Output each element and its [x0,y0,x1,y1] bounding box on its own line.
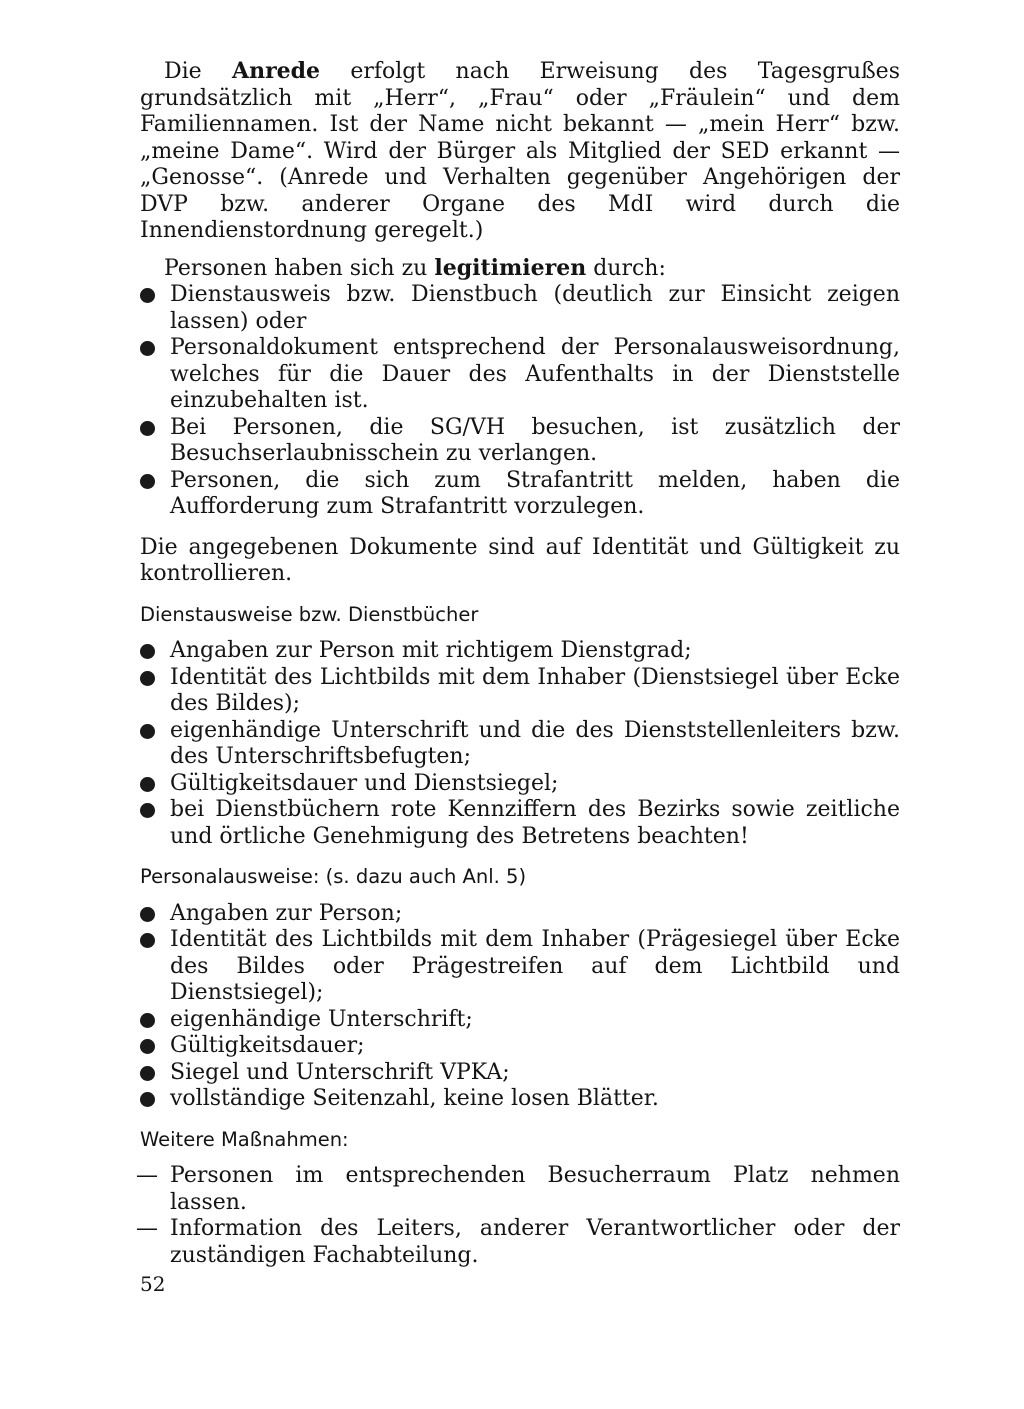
paragraph-anrede [140,58,900,245]
bold-term-legitimieren: legitimieren [434,254,587,281]
list-item: Angaben zur Person; [140,901,900,928]
text-run: durch: [586,255,666,281]
list-item: Personen, die sich zum Strafantritt melden, haben die Aufforderung zum Strafantritt vorzulegen. [140,468,900,521]
list-item: Identität des Lichtbilds mit dem Inhaber (Dienstsiegel über Ecke des Bildes); [140,665,900,718]
heading-personalausweise: Personalausweise: (s. dazu auch Anl. 5) [140,865,527,888]
heading-weitere-massnahmen: Weitere Maßnahmen: [140,1127,349,1151]
legitimation-list [140,282,900,521]
personalausweise-list [140,901,900,1113]
text-run: erfolgt nach Erweisung des Tagesgrußes grundsätzlich mit „Herr“, „Frau“ oder „Fräulein“ und dem Familiennamen. Ist der Name nicht bekannt — „mein Herr“ bzw. „meine Dame“. Wird der Bürger als Mitglied der SED erkannt — „Genosse“. (Anrede und Verhalten gegenüber Angehörigen der DVP bzw. anderer Organe des MdI wird durch die Innendienstordnung geregelt.) [140,59,900,243]
heading-dienstausweise: Dienstausweise bzw. Dienstbücher [140,602,479,626]
dienstausweise-list [140,638,900,850]
list-item: bei Dienstbüchern rote Kennziffern des Bezirks sowie zeitliche und örtliche Genehmigung des Betretens beachten! [140,797,900,850]
list-item: Gültigkeitsdauer und Dienstsiegel; [140,771,900,798]
bold-term-anrede: Anrede [232,58,321,84]
list-item: Dienstausweis bzw. Dienstbuch (deutlich zur Einsicht zeigen lassen) oder [140,282,900,335]
list-item: Bei Personen, die SG/VH besuchen, ist zusätzlich der Besuchserlaubnisschein zu verlangen. [140,415,900,468]
list-item: Gültigkeitsdauer; [140,1033,900,1060]
text-run: Personen haben sich zu [164,255,435,281]
text-run: Die [164,59,232,84]
list-item: Identität des Lichtbilds mit dem Inhaber (Prägesiegel über Ecke des Bildes oder Prägestreifen auf dem Lichtbild und Dienstsiegel); [140,927,900,1007]
list-item: Siegel und Unterschrift VPKA; [140,1060,900,1087]
list-item: eigenhändige Unterschrift und die des Dienststellenleiters bzw. des Unterschriftsbefugten; [140,718,900,771]
list-item: Personaldokument entsprechend der Personalausweisordnung, welches für die Dauer des Aufenthalts in der Dienststelle einzubehalten ist. [140,335,900,415]
list-item: eigenhändige Unterschrift; [140,1007,900,1034]
text-column [140,58,900,1269]
list-item: vollständige Seitenzahl, keine losen Blätter. [140,1086,900,1113]
list-item: — Information des Leiters, anderer Verantwortlicher oder der zuständigen Fachabteilung. [140,1216,900,1269]
list-item: Angaben zur Person mit richtigem Dienstgrad; [140,638,900,665]
paragraph-legitimieren [140,255,900,283]
list-item: — Personen im entsprechenden Besucherraum Platz nehmen lassen. [140,1163,900,1216]
paragraph-kontrolle: Die angegebenen Dokumente sind auf Identität und Gültigkeit zu kontrollieren. [140,534,900,586]
page-number: 52 [140,1272,166,1296]
weitere-massnahmen-list [140,1163,900,1269]
